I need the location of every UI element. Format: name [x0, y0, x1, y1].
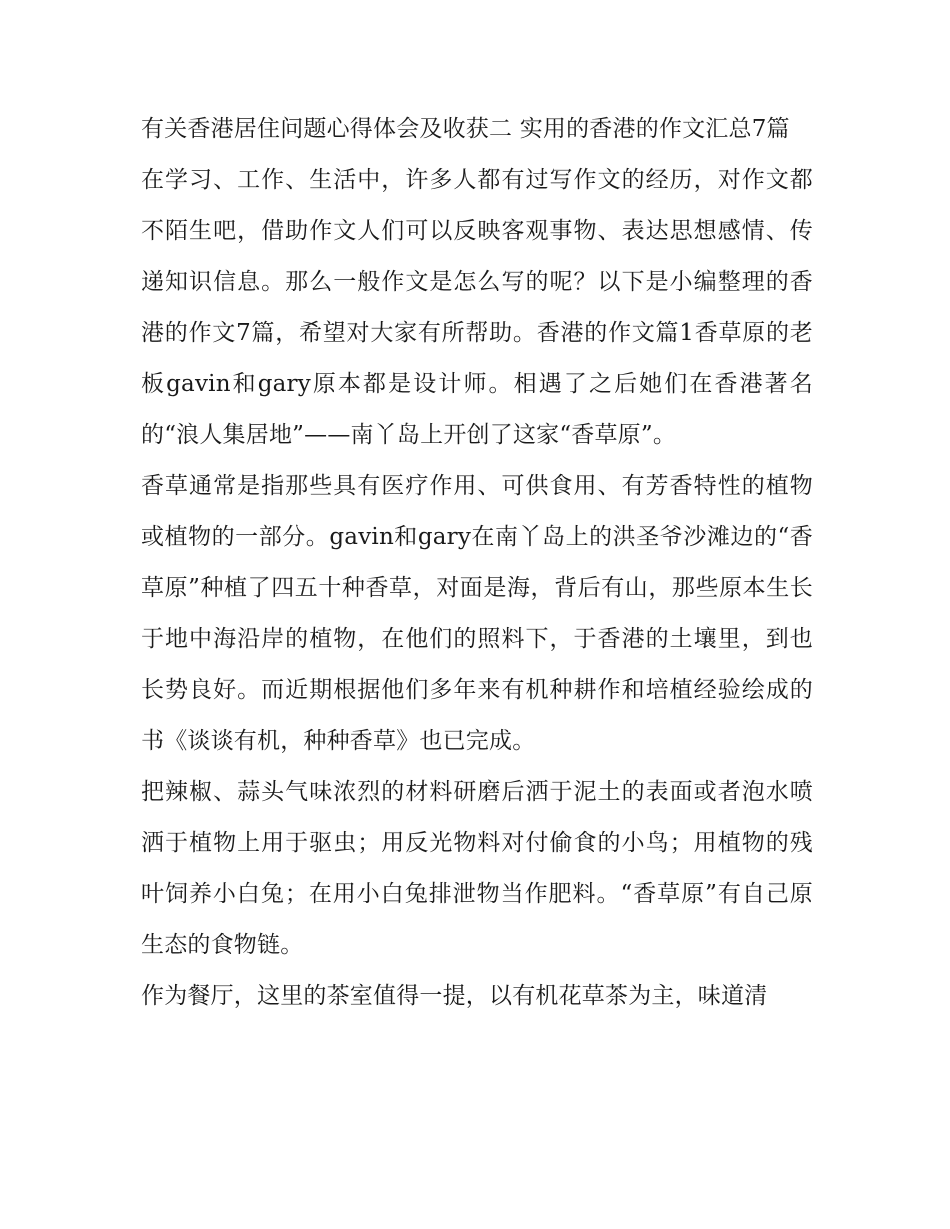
document-title: 有关香港居住问题心得体会及收获二 实用的香港的作文汇总7篇 [141, 116, 790, 142]
paragraph-1: 在学习、工作、生活中，许多人都有过写作文的经历，对作文都不陌生吧，借助作文人们可以反映客观事物、表达思想感情、传递知识信息。那么一般作文是怎么写的呢？以下是小编整理的香港的作文7篇，希望对大家有所帮助。香港的作文篇1香草原的老板gavin和gary原本都是设计师。相遇了之后她们在香港著名的“浪人集居地”——南丫岛上开创了这家“香草原”。 [141, 167, 813, 448]
document-body [141, 104, 813, 1022]
paragraph-3: 把辣椒、蒜头气味浓烈的材料研磨后洒于泥土的表面或者泡水喷洒于植物上用于驱虫；用反光物料对付偷食的小鸟；用植物的残叶饲养小白兔；在用小白兔排泄物当作肥料。“香草原”有自己原生态的食物链。 [141, 779, 813, 958]
paragraph-4: 作为餐厅，这里的茶室值得一提，以有机花草茶为主，味道清 [141, 983, 768, 1009]
paragraph-2: 香草通常是指那些具有医疗作用、可供食用、有芳香特性的植物或植物的一部分。gavin和gary在南丫岛上的洪圣爷沙滩边的“香草原”种植了四五十种香草，对面是海，背后有山，那些原本生长于地中海沿岸的植物，在他们的照料下，于香港的土壤里，到也长势良好。而近期根据他们多年来有机种耕作和培植经验绘成的书《谈谈有机，种种香草》也已完成。 [141, 473, 813, 754]
